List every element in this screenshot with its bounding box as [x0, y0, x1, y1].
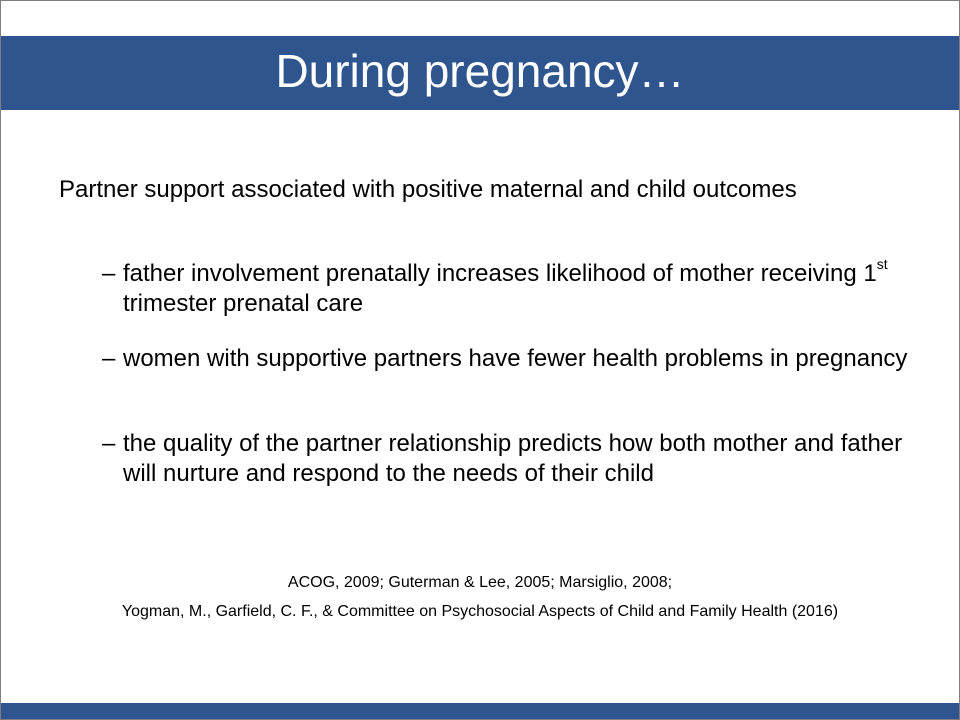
sub-bullet [102, 256, 922, 319]
dash-marker: – [102, 430, 116, 457]
reference-line: Yogman, M., Garfield, C. F., & Committee on Psychosocial Aspects of Child and Family Health (2016) [121, 603, 839, 620]
sub-bullet-text-part: trimester prenatal care [123, 290, 364, 317]
footer-bar [1, 703, 959, 719]
sub-bullet-text: the quality of the partner relationship predicts how both mother and father will nurture and respond to the needs of their child [123, 430, 903, 487]
reference-line: ACOG, 2009; Guterman & Lee, 2005; Marsiglio, 2008; [287, 574, 673, 591]
slide-title: During pregnancy… [275, 45, 685, 97]
superscript: st [876, 256, 888, 272]
sub-bullet [102, 344, 922, 374]
sub-bullet [102, 429, 922, 489]
title-bar [1, 36, 959, 110]
dash-marker: – [102, 345, 116, 372]
sub-bullet-text [123, 256, 922, 319]
sub-bullet-text-part: father involvement prenatally increases likelihood of mother receiving 1 [123, 260, 877, 287]
sub-bullet-text: women with supportive partners have fewer health problems in pregnancy [123, 345, 908, 372]
lead-bullet: Partner support associated with positive maternal and child outcomes [59, 176, 797, 203]
dash-marker: – [102, 260, 116, 287]
